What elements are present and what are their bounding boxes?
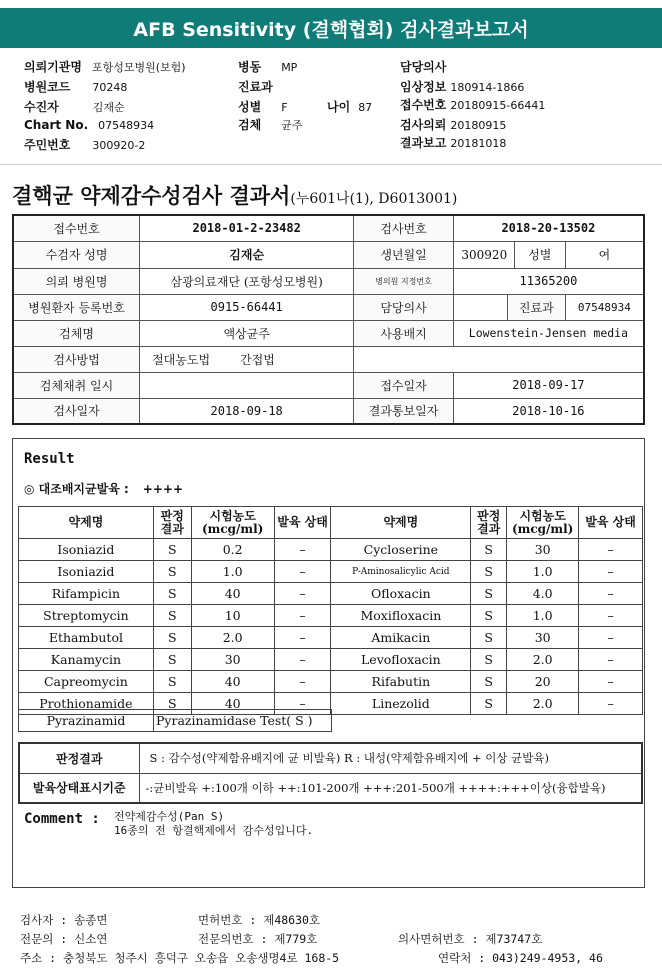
- department: 07548934: [565, 294, 644, 320]
- header-chart-no: Chart No. 07548934: [24, 118, 155, 132]
- patient-name: 김재순: [140, 241, 354, 268]
- drug-conc: 30: [191, 649, 274, 671]
- drug-conc: 4.0: [507, 583, 579, 605]
- drug-result: S: [153, 605, 191, 627]
- drug-result: S: [153, 671, 191, 693]
- requesting-hospital: 삼광의료재단 (포항성모병원): [140, 268, 354, 294]
- comment-text: 전약제감수성(Pan S) 16종의 전 항결핵제에서 감수성입니다.: [114, 810, 314, 837]
- drug-result: S: [153, 539, 191, 561]
- drug-name: Ofloxacin: [331, 583, 471, 605]
- drug-name: Cycloserine: [331, 539, 471, 561]
- drug-conc: 40: [191, 671, 274, 693]
- drug-conc: 2.0: [191, 627, 274, 649]
- drug-name: Levofloxacin: [331, 649, 471, 671]
- drug-conc: 30: [507, 539, 579, 561]
- drug-result: S: [153, 649, 191, 671]
- drug-result: S: [471, 539, 507, 561]
- header-result-report: 결과보고 20181018: [400, 136, 507, 150]
- received-date: 2018-09-17: [453, 372, 644, 398]
- drug-name: Streptomycin: [19, 605, 154, 627]
- header-department: 진료과: [238, 80, 273, 94]
- test-method: 절대농도법 간접법: [140, 346, 354, 372]
- comment-label: Comment :: [24, 811, 100, 827]
- table-row: [19, 605, 643, 627]
- legend-table: 판정결과 S : 감수성(약제함유배지에 균 비발육) R : 내성(약제함유배지에 + 이상 균발육) 발육상태표시기준 -:균비발육 +:100개 이하 ++:101-200개 +++:201-500개 ++++:+++이상(융합발육): [18, 742, 643, 804]
- drug-name: Moxifloxacin: [331, 605, 471, 627]
- header-receipt-no: 접수번호 20180915-66441: [400, 98, 546, 112]
- drug-growth: –: [579, 693, 643, 715]
- drug-result: S: [471, 627, 507, 649]
- table-row: [19, 649, 643, 671]
- patient-info-table: 접수번호 2018-01-2-23482 검사번호 2018-20-13502 수검자 성명 김재순 생년월일 300920 성별 여 의뢰 병원명 삼광의료재단 (포항성모병원) 병의원 지정번호 11365200 병원환자 등록번호 0915-66441 담당의사 진료과 07548934 검체명 액상균주 사용배지 Lowenstein-Jensen media 검사방법 절대농도법 간접법 검체채취 일시 접수일자 2018-09-17 검사일자 2018-09-18 결과통보일자 2018-10-16: [12, 214, 645, 425]
- drug-conc: 40: [191, 693, 274, 715]
- patient-sex: 여: [565, 241, 644, 268]
- drug-growth: –: [579, 561, 643, 583]
- drug-sensitivity-table: 약제명 판정 결과 시험농도 (mcg/ml) 발육 상태 약제명 판정 결과 시험농도 (mcg/ml) 발육 상태 Isoniazid S 0.2 – Cycloserine S 30 – Isoniazid S 1.0 – P-Aminosalicylic Acid S 1.0 – Rifampicin S 40 – Ofloxacin S 4.0 – Streptomycin S 10 – Moxifloxacin S 1.0 – Ethambutol S 2.0 – Amikacin S 30 – Kanamycin S 30 – Levofloxacin S 2.0 – Capreomycin S 40 – Rifabutin S 20 – Prothionamide S 40 – Linezolid S 2.0 –: [18, 506, 643, 715]
- drug-growth: –: [274, 605, 331, 627]
- drug-growth: –: [274, 693, 331, 715]
- hospital-code: 11365200: [453, 268, 644, 294]
- drug-conc: 1.0: [191, 561, 274, 583]
- drug-name: P-Aminosalicylic Acid: [331, 561, 471, 583]
- table-row: [19, 671, 643, 693]
- control-culture-growth: ◎ 대조배지균발육 : ++++: [24, 482, 183, 496]
- drug-name: Isoniazid: [19, 539, 154, 561]
- collection-datetime: [140, 372, 354, 398]
- header-ward: 병동 MP: [238, 60, 298, 74]
- drug-result: S: [153, 693, 191, 715]
- header-doctor: 담당의사: [400, 60, 447, 74]
- drug-conc: 0.2: [191, 539, 274, 561]
- drug-name: Kanamycin: [19, 649, 154, 671]
- drug-conc: 20: [507, 671, 579, 693]
- header-hospital-code: 병원코드 70248: [24, 80, 128, 94]
- footer-license: 면허번호 : 제48630호: [198, 913, 321, 927]
- drug-name: Rifampicin: [19, 583, 154, 605]
- footer-contact: 연락처 : 043)249-4953, 46: [438, 951, 603, 965]
- drug-name: Isoniazid: [19, 561, 154, 583]
- form-title: 결핵균 약제감수성검사 결과서(누601나(1), D6013001): [12, 183, 458, 208]
- drug-growth: –: [579, 671, 643, 693]
- drug-result: S: [471, 583, 507, 605]
- report-title-bar: [0, 8, 662, 48]
- drug-name: Ethambutol: [19, 627, 154, 649]
- judgement-legend: S : 감수성(약제함유배지에 균 비발육) R : 내성(약제함유배지에 + 이상 균발육): [139, 743, 642, 773]
- footer-doctor-license: 의사면허번호 : 제73747호: [398, 932, 543, 946]
- drug-result: S: [471, 561, 507, 583]
- drug-result: S: [153, 561, 191, 583]
- drug-conc: 1.0: [507, 561, 579, 583]
- drug-result: S: [471, 605, 507, 627]
- drug-growth: –: [579, 583, 643, 605]
- attending-doctor: [453, 294, 507, 320]
- drug-conc: 2.0: [507, 649, 579, 671]
- footer-specialist: 전문의 : 신소연: [20, 932, 108, 946]
- growth-legend: -:균비발육 +:100개 이하 ++:101-200개 +++:201-500개 ++++:+++이상(융합발육): [139, 773, 642, 803]
- drug-growth: –: [579, 605, 643, 627]
- receipt-number: 2018-01-2-23482: [140, 215, 354, 241]
- drug-conc: 10: [191, 605, 274, 627]
- drug-conc: 30: [507, 627, 579, 649]
- header-test-request: 검사의뢰 20180915: [400, 118, 507, 132]
- drug-result: S: [471, 693, 507, 715]
- drug-name: Prothionamide: [19, 693, 154, 715]
- drug-growth: –: [579, 649, 643, 671]
- date-of-birth: 300920 성별: [453, 241, 565, 268]
- footer-specialist-no: 전문의번호 : 제779호: [198, 932, 318, 946]
- drug-growth: –: [274, 671, 331, 693]
- drug-result: S: [153, 627, 191, 649]
- drug-growth: –: [274, 649, 331, 671]
- drug-result: S: [471, 671, 507, 693]
- specimen-name: 액상균주: [140, 320, 354, 346]
- footer-tester: 검사자 : 송종면: [20, 913, 108, 927]
- header-age: 나이 87: [327, 100, 373, 114]
- header-specimen: 검체 균주: [238, 118, 303, 132]
- drug-name: Amikacin: [331, 627, 471, 649]
- header-sex: 성별 F: [238, 100, 288, 114]
- header-institution: 의뢰기관명 포항성모병원(보험): [24, 60, 186, 74]
- drug-growth: –: [579, 627, 643, 649]
- header-divider: [0, 164, 662, 165]
- drug-result: S: [153, 583, 191, 605]
- hospital-code-label: 병의원 지정번호: [354, 268, 454, 294]
- drug-growth: –: [579, 539, 643, 561]
- pyrazinamid-name: Pyrazinamid: [19, 710, 154, 732]
- drug-conc: 40: [191, 583, 274, 605]
- drug-growth: –: [274, 627, 331, 649]
- test-number: 2018-20-13502: [453, 215, 644, 241]
- test-date: 2018-09-18: [140, 398, 354, 424]
- drug-growth: –: [274, 561, 331, 583]
- registration-number: 0915-66441: [140, 294, 354, 320]
- table-row: [19, 627, 643, 649]
- drug-growth: –: [274, 583, 331, 605]
- result-title: Result: [24, 451, 75, 467]
- table-row: [19, 539, 643, 561]
- report-title: AFB Sensitivity (결핵협회) 검사결과보고서: [133, 18, 529, 41]
- drug-name: Capreomycin: [19, 671, 154, 693]
- header-ssn: 주민번호 300920-2: [24, 138, 146, 152]
- table-row: [19, 583, 643, 605]
- drug-conc: 1.0: [507, 605, 579, 627]
- culture-medium: Lowenstein-Jensen media: [453, 320, 644, 346]
- drug-name: Rifabutin: [331, 671, 471, 693]
- drug-growth: –: [274, 539, 331, 561]
- header-patient: 수진자 김재순: [24, 100, 125, 114]
- header-clinical-info: 임상정보 180914-1866: [400, 80, 525, 94]
- footer-address: 주소 : 충청북도 청주시 흥덕구 오송읍 오송생명4로 168-5: [20, 951, 340, 965]
- pyrazinamid-result: Pyrazinamidase Test( S ): [154, 710, 332, 732]
- table-row: [19, 561, 643, 583]
- pyrazinamid-row: [18, 709, 332, 732]
- drug-conc: 2.0: [507, 693, 579, 715]
- form-subtitle: (누601나(1), D6013001): [290, 191, 458, 207]
- drug-name: Linezolid: [331, 693, 471, 715]
- drug-result: S: [471, 649, 507, 671]
- notified-date: 2018-10-16: [453, 398, 644, 424]
